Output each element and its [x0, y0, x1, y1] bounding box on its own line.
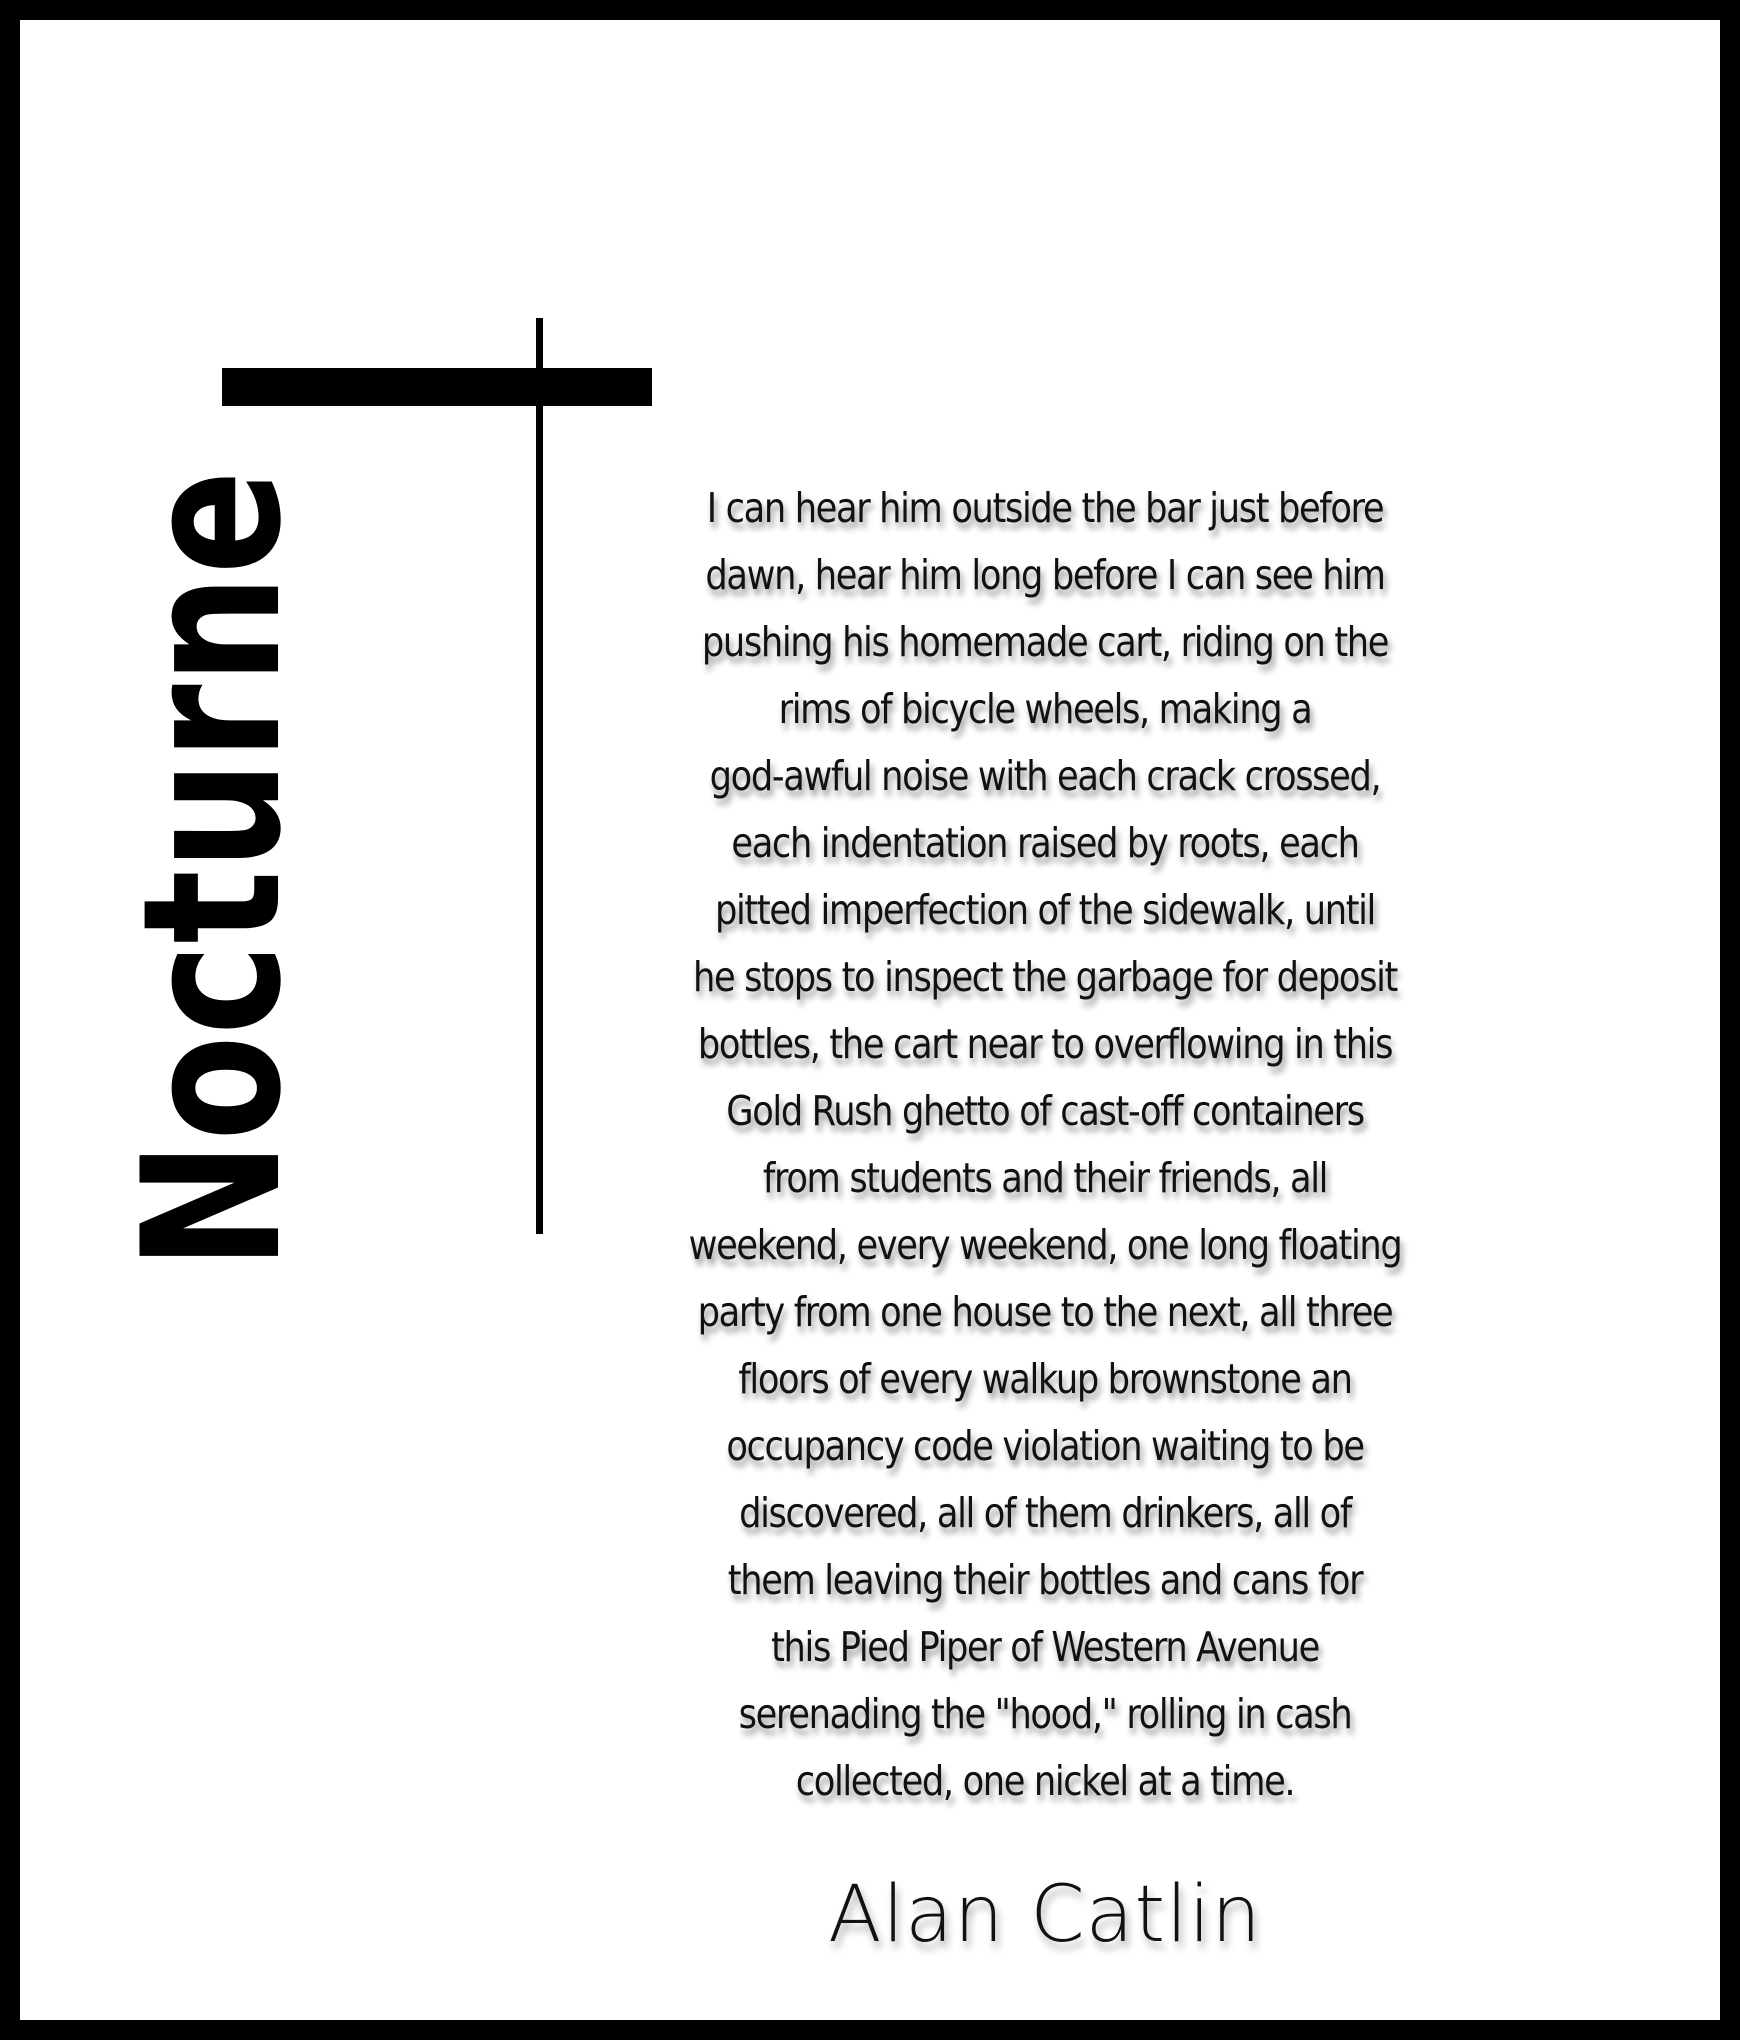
poem-line: pitted imperfection of the sidewalk, until — [715, 886, 1375, 934]
poem-body — [630, 475, 1460, 1815]
poem-line: discovered, all of them drinkers, all of — [739, 1489, 1351, 1537]
poem-page — [20, 20, 1720, 2020]
poem-line: bottles, the cart near to overflowing in this — [697, 1020, 1393, 1068]
poem-line: occupancy code violation waiting to be — [726, 1422, 1364, 1470]
poem-author: Alan Catlin — [828, 1870, 1262, 1960]
poem-line: he stops to inspect the garbage for deposit — [693, 953, 1397, 1001]
title-horizontal-bar — [222, 368, 652, 406]
poem-line: dawn, hear him long before I can see him — [705, 551, 1385, 599]
poem-line: Gold Rush ghetto of cast-off containers — [726, 1087, 1364, 1135]
poem-line: serenading the "hood," rolling in cash — [738, 1690, 1352, 1738]
poem-line: collected, one nickel at a time. — [795, 1757, 1295, 1805]
poem-line: them leaving their bottles and cans for — [727, 1556, 1363, 1604]
poem-line: god-awful noise with each crack crossed, — [709, 752, 1381, 800]
poem-line: each indentation raised by roots, each — [731, 819, 1359, 867]
poem-line: weekend, every weekend, one long floating — [688, 1221, 1402, 1269]
poem-line: from students and their friends, all — [762, 1154, 1328, 1202]
poem-line: party from one house to the next, all three — [697, 1288, 1393, 1336]
poem-line: rims of bicycle wheels, making a — [778, 685, 1312, 733]
poem-title: Nocturne — [102, 283, 323, 1270]
poem-line: this Pied Piper of Western Avenue — [771, 1623, 1319, 1671]
poem-title-block — [102, 283, 490, 1280]
poem-title-svg — [102, 283, 490, 1280]
poem-line: pushing his homemade cart, riding on the — [701, 618, 1389, 666]
poem-line: I can hear him outside the bar just before — [706, 484, 1384, 532]
title-vertical-rule — [536, 318, 543, 1234]
poem-line: floors of every walkup brownstone an — [738, 1355, 1352, 1403]
